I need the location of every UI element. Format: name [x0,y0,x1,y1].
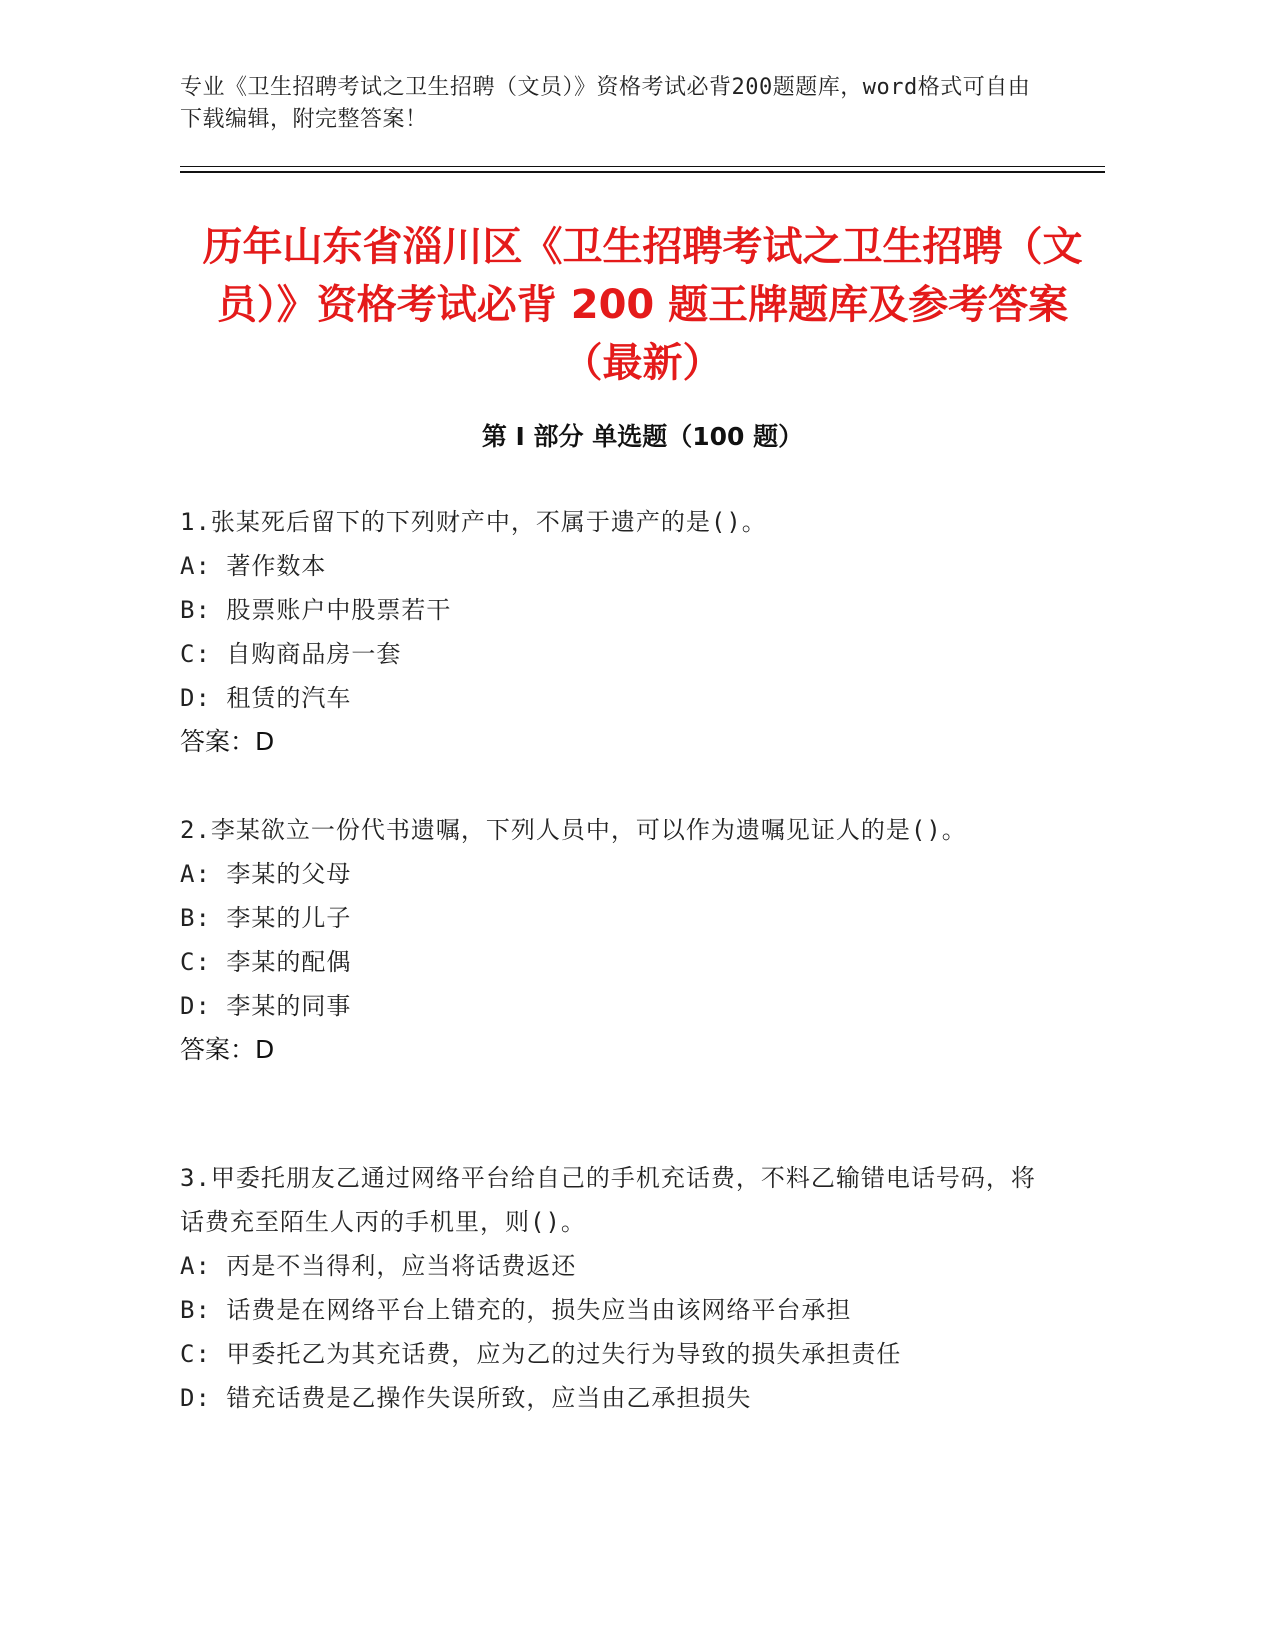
option-d: D: 租赁的汽车 [180,684,352,712]
option-a: A: 著作数本 [180,552,327,580]
option-d: D: 错充话费是乙操作失误所致，应当由乙承担损失 [180,1384,752,1412]
question-stem: 2.李某欲立一份代书遗嘱，下列人员中，可以作为遗嘱见证人的是()。 [180,816,967,844]
answer: 答案：D [180,727,275,756]
option-d: D: 李某的同事 [180,992,352,1020]
question-2 [180,808,1060,1072]
header-divider-thick [180,171,1105,173]
option-b: B: 话费是在网络平台上错充的，损失应当由该网络平台承担 [180,1296,852,1324]
option-b: B: 股票账户中股票若干 [180,596,452,624]
option-a: A: 李某的父母 [180,860,352,888]
question-1 [180,500,1060,764]
option-b: B: 李某的儿子 [180,904,352,932]
question-stem: 1.张某死后留下的下列财产中，不属于遗产的是()。 [180,508,767,536]
option-c: C: 甲委托乙为其充话费，应为乙的过失行为导致的损失承担责任 [180,1340,902,1368]
question-stem: 3.甲委托朋友乙通过网络平台给自己的手机充话费，不料乙输错电话号码，将话费充至陌生人丙的手机里，则()。 [180,1164,1036,1236]
document-title: 历年山东省淄川区《卫生招聘考试之卫生招聘（文员）》资格考试必背 200 题王牌题库及参考答案（最新） [202,224,1083,386]
option-c: C: 李某的配偶 [180,948,352,976]
question-3 [180,1156,1060,1420]
section-title: 第 I 部分 单选题（100 题） [481,422,804,451]
option-a: A: 丙是不当得利，应当将话费返还 [180,1252,577,1280]
option-c: C: 自购商品房一套 [180,640,402,668]
answer: 答案：D [180,1035,275,1064]
header-divider-thin [180,166,1105,167]
header-note: 专业《卫生招聘考试之卫生招聘（文员）》资格考试必背200题题库，word格式可自由下载编辑，附完整答案！ [180,75,1031,132]
